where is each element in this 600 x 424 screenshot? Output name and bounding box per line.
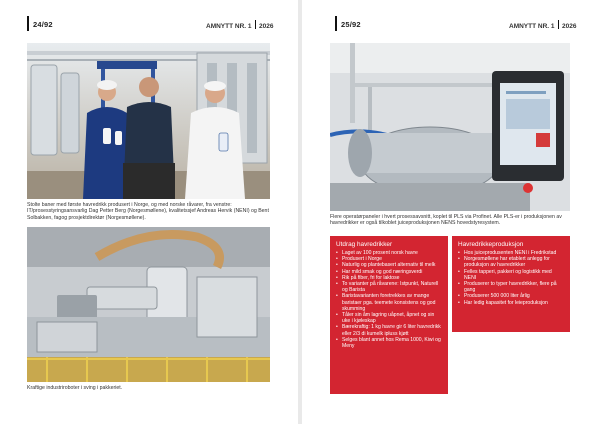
list-item: • Naturlig og plantebasert alternativ til melk	[336, 262, 442, 268]
list-item: • To varianter på råvarene: Istpunkt, Naturell og Barista	[336, 281, 442, 293]
list-item: • Hos juiceprodusenten NENI i Fredrikstad	[458, 250, 564, 256]
machine-screen-photo	[330, 43, 570, 211]
header-bar	[335, 16, 337, 31]
list-item: • Baristavarianten foretrekkes av mange baristaer pga. teemete konsistens og god skumming	[336, 293, 442, 312]
factory-people-photo	[27, 43, 270, 199]
list-item: • Rik på fiber, fri for laktose	[336, 275, 442, 281]
caption-bottom: Kraftige industriroboter i sving i pakkeriet.	[27, 385, 123, 391]
list-item: • Har ledig kapasitet for leieproduksjon	[458, 300, 564, 306]
oat-drink-facts-box	[330, 236, 448, 394]
fact-list	[458, 250, 564, 306]
magazine-name: AMNYTT NR. 1	[509, 23, 555, 30]
caption-top: Flere operatørpaneler i hvert prosessavsnitt, koplet til PLS via Profinet. Alle PLS-er i produksjonen av havredrikker er også tilkoblet juiceproduksjonen NENS hovedstyresystem.	[330, 214, 562, 227]
magazine-year: 2026	[259, 23, 274, 30]
right-page	[302, 0, 600, 424]
magazine-name: AMNYTT NR. 1	[206, 23, 252, 30]
list-item: • Tåler sin åm lagring uåpnet, åpnet og sin uke i kjøleskap	[336, 312, 442, 324]
list-item: • Produserer to typer havredrikker, flere på gang	[458, 281, 564, 293]
header-bar	[27, 16, 29, 31]
list-item: • Selges blant annet hos Rema 1000, Kiwi og Meny	[336, 337, 442, 349]
list-item: • Laget av 100 prosent norsk havre	[336, 250, 442, 256]
page-number: 24/92	[33, 20, 53, 29]
magazine-year: 2026	[562, 23, 577, 30]
oat-drink-production-box	[452, 236, 570, 332]
magazine-title	[206, 20, 273, 30]
list-item: • Bærekraftig: 1 kg havre gir 6 liter havredrikk eller 2/3 di kumelk ipluss kjøtt	[336, 324, 442, 336]
fact-list	[336, 250, 442, 349]
page-number: 25/92	[341, 20, 361, 29]
magazine-title	[509, 20, 576, 30]
box-title: Utdrag havredrikker	[336, 241, 393, 248]
left-page	[0, 0, 298, 424]
list-item: • Produserer 500 000 liter årlig	[458, 293, 564, 299]
list-item: • Har mild smak og god næringsverdi	[336, 269, 442, 275]
list-item: • Felles tapperi, pakkeri og logistikk med NENI	[458, 269, 564, 281]
robot-arm-photo	[27, 227, 270, 382]
caption-top: Stolte baner med første havredrikk produsert i Norge, og med norske råvarer, fra venstre: IT/prosesstyringsansvarlig Dag Petter Berg (Norgesmøllene), kvalitetssjef Andreas Hervik (NENI) og Bent Solbakken, fagog prosjektdirektør (Norgesmøllene).	[27, 202, 269, 221]
box-title: Havredrikkeproduksjon	[458, 241, 524, 248]
list-item: • Norgesmøllene har etablert anlegg for produksjon av havredrikker	[458, 256, 564, 268]
list-item: • Produsert i Norge	[336, 256, 442, 262]
